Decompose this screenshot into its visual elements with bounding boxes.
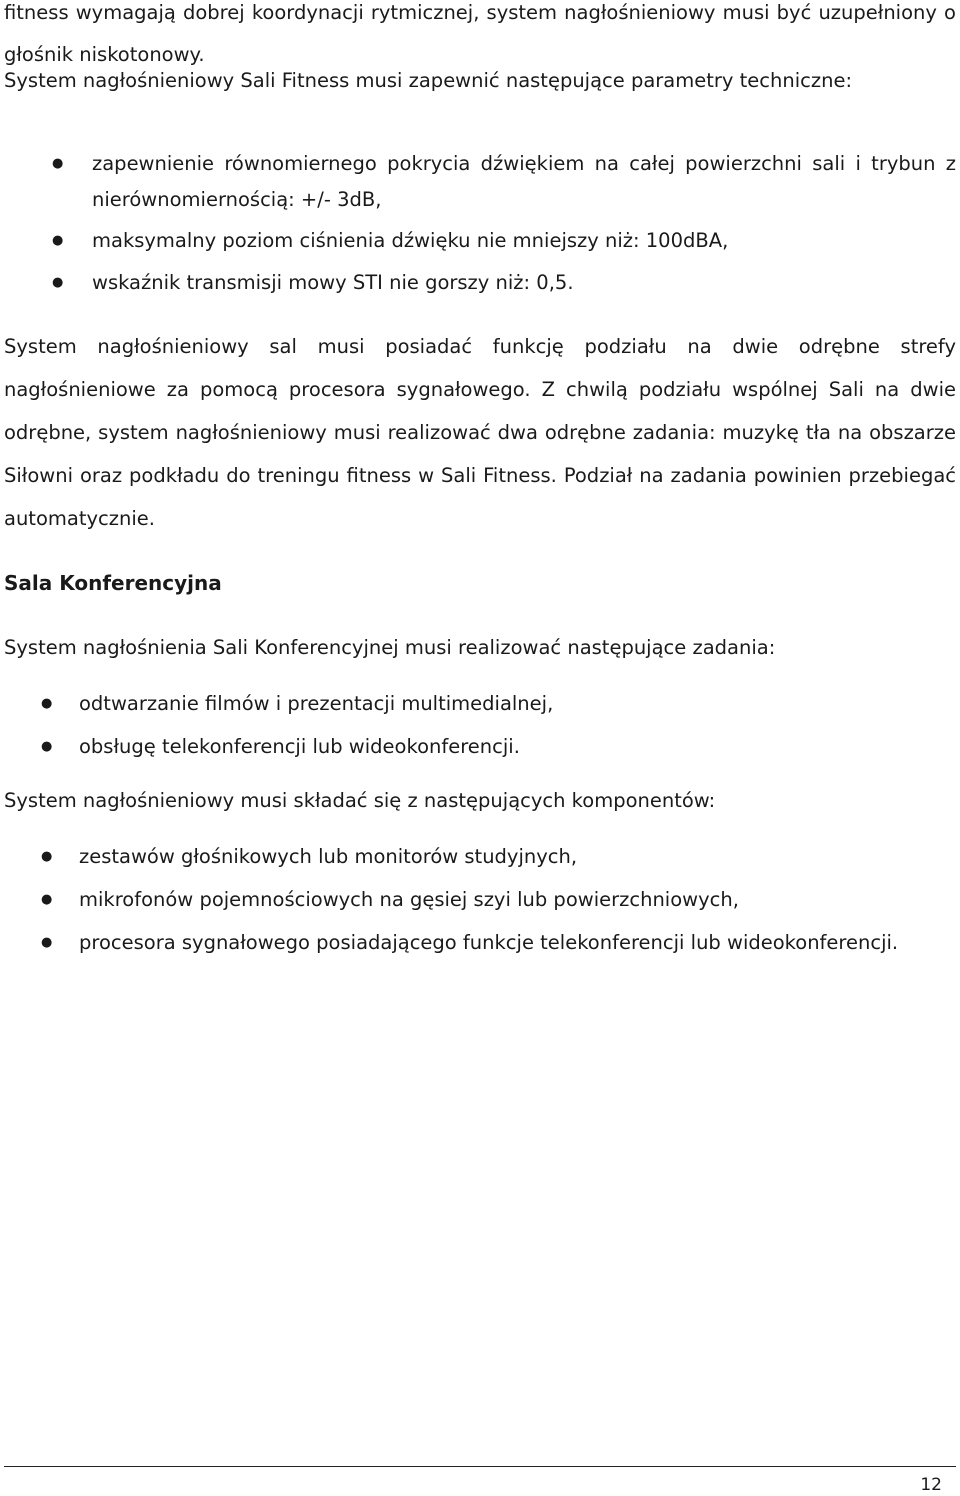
list-item [52,146,956,218]
conference-tasks-list [41,682,956,768]
list-item-text: maksymalny poziom ciśnienia dźwięku nie mniejszy niż: 100dBA, [92,229,729,252]
page-number: 12 [920,1475,942,1495]
paragraph-components-intro: System nagłośnieniowy musi składać się z następujących komponentów: [4,789,716,812]
bullet-icon: ● [41,892,53,907]
bullet-icon: ● [41,935,53,950]
footer-divider [4,1466,956,1467]
list-item-text: zapewnienie równomiernego pokrycia dźwiękiem na całej powierzchni sali i trybun z nierównomiernością: +/- 3dB, [92,152,956,211]
bullet-icon: ● [41,849,53,864]
list-item-text: obsługę telekonferencji lub wideokonferencji. [79,735,520,758]
list-item [52,220,956,262]
list-item [41,921,956,964]
list-item-text: procesora sygnałowego posiadającego funkcje telekonferencji lub wideokonferencji. [79,931,899,954]
list-item-text: mikrofonów pojemnościowych na gęsiej szyi lub powierzchniowych, [79,888,739,911]
bullet-icon: ● [52,275,64,290]
list-item-text: wskaźnik transmisji mowy STI nie gorszy niż: 0,5. [92,271,574,294]
list-item-text: odtwarzanie filmów i prezentacji multimedialnej, [79,692,554,715]
list-item [41,835,956,878]
bullet-icon: ● [52,233,64,248]
list-item-text: zestawów głośnikowych lub monitorów studyjnych, [79,845,578,868]
bullet-icon: ● [52,156,64,171]
fitness-params-list [52,143,956,304]
paragraph-fitness-intro: System nagłośnieniowy Sali Fitness musi zapewnić następujące parametry techniczne: [4,69,853,92]
paragraph-continuation: fitness wymagają dobrej koordynacji rytmicznej, system nagłośnieniowy musi być uzupełniony o głośnik niskotonowy. [4,1,956,66]
list-item [41,682,956,725]
list-item [41,878,956,921]
paragraph-conference-tasks-intro: System nagłośnienia Sali Konferencyjnej musi realizować następujące zadania: [4,636,776,659]
list-item [41,725,956,768]
bullet-icon: ● [41,739,53,754]
heading-sala-konferencyjna: Sala Konferencyjna [4,571,222,595]
paragraph-zones: System nagłośnieniowy sal musi posiadać funkcję podziału na dwie odrębne strefy nagłośnieniowe za pomocą procesora sygnałowego. Z chwilą podziału wspólnej Sali na dwie odrębne, system nagłośnieniowy musi realizować dwa odrębne zadania: muzykę tła na obszarze Siłowni oraz podkładu do treningu fitness w Sali Fitness. Podział na zadania powinien przebiegać automatycznie. [4,335,956,530]
list-item [52,262,956,304]
bullet-icon: ● [41,696,53,711]
components-list [41,835,956,964]
